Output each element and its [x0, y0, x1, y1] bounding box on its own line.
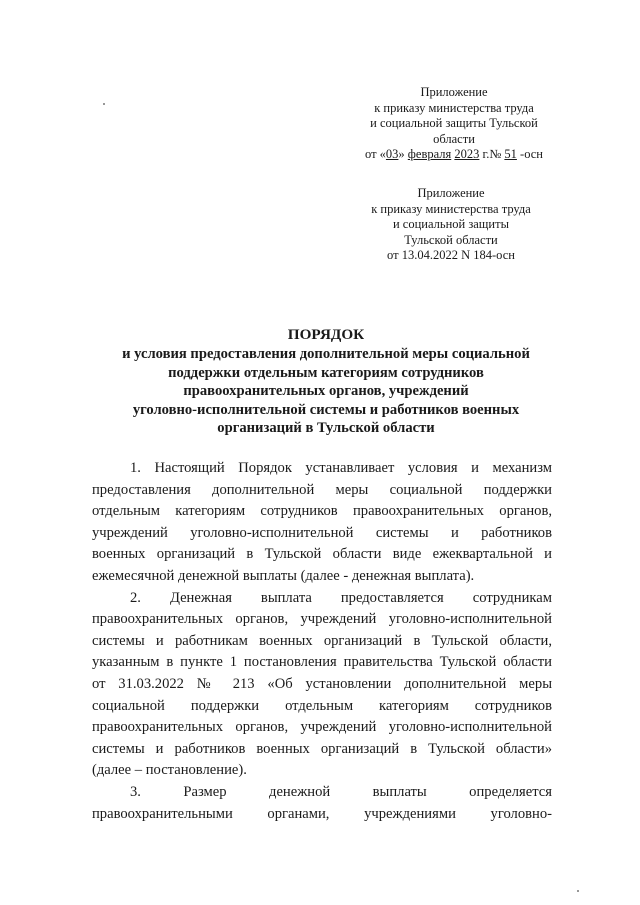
order-number-suffix: -осн	[516, 147, 543, 162]
date-prefix: от «	[364, 147, 386, 162]
appendix-header-previous	[346, 186, 556, 264]
appendix-line: от 13.04.2022 N 184-осн	[387, 248, 515, 263]
title-line: правоохранительных органов, учреждений	[183, 383, 469, 400]
title-line: поддержки отдельным категориям сотрудников	[168, 364, 484, 381]
paragraph-2-line: системы и работникам военных организаций в Тульской области,	[92, 632, 552, 649]
paragraph-1-line: учреждений уголовно-исполнительной системы и работников	[92, 524, 552, 541]
appendix-line: и социальной защиты Тульской	[370, 116, 538, 131]
date-day-suffix: »	[398, 147, 408, 162]
paragraph-1-line: 1. Настоящий Порядок устанавливает условия и механизм	[130, 460, 552, 476]
paragraph-2-line: 2. Денежная выплата предоставляется сотрудникам	[130, 589, 552, 606]
appendix-line: Приложение	[420, 85, 488, 99]
paragraph-1-line: предоставления дополнительной меры социальной поддержки	[92, 481, 552, 498]
appendix-line: Тульской области	[404, 232, 498, 247]
date-month: февраля	[407, 147, 452, 162]
document-body	[92, 458, 552, 825]
date-year: 2023	[454, 147, 480, 162]
paragraph-2-line: правоохранительных органов, учреждений уголовно-исполнительной	[92, 719, 552, 736]
appendix-line: и социальной защиты	[392, 217, 509, 232]
order-number: 51	[504, 147, 517, 162]
appendix-line: к приказу министерства труда	[374, 100, 534, 115]
paragraph-2-line: социальной поддержки отдельным категориям сотрудников	[92, 697, 552, 714]
paragraph-2-line: (далее – постановление).	[92, 762, 247, 779]
paragraph-2-line: правоохранительных органов, учреждений уголовно-исполнительной	[92, 611, 552, 628]
title-heading: ПОРЯДОК	[287, 326, 365, 343]
paragraph-2-line: системы и работников военных организаций в Тульской области»	[92, 740, 552, 757]
date-day: 03	[385, 147, 399, 162]
paragraph-3-line: 3. Размер денежной выплаты определяется	[130, 783, 552, 800]
date-after-year: г.№	[479, 147, 505, 162]
appendix-line: Приложение	[417, 186, 485, 200]
paragraph-3-line: правоохранительными органами, учреждениями уголовно-	[92, 805, 552, 822]
title-line: уголовно-исполнительной системы и работников военных	[132, 401, 520, 418]
document-title	[96, 326, 556, 437]
title-line: и условия предоставления дополнительной меры социальной	[122, 346, 530, 363]
appendix-line: области	[433, 131, 475, 146]
scan-speck	[577, 890, 579, 892]
appendix-header-current	[330, 85, 578, 163]
paragraph-1-line: военных организаций в Тульской области виде ежеквартальной и	[92, 546, 552, 563]
title-line: организаций в Тульской области	[217, 420, 435, 437]
paragraph-1-line: ежемесячной денежной выплаты (далее - денежная выплата).	[92, 567, 475, 584]
paragraph-2-line: указанным в пункте 1 постановления правительства Тульской области	[92, 654, 552, 671]
paragraph-1-line: отдельным категориям сотрудников правоохранительных органов,	[92, 503, 552, 520]
scan-speck	[103, 103, 105, 105]
appendix-line: к приказу министерства труда	[371, 201, 531, 216]
paragraph-2-line: от 31.03.2022 № 213 «Об установлении дополнительной меры	[92, 675, 552, 692]
appendix-date-line	[330, 147, 578, 163]
